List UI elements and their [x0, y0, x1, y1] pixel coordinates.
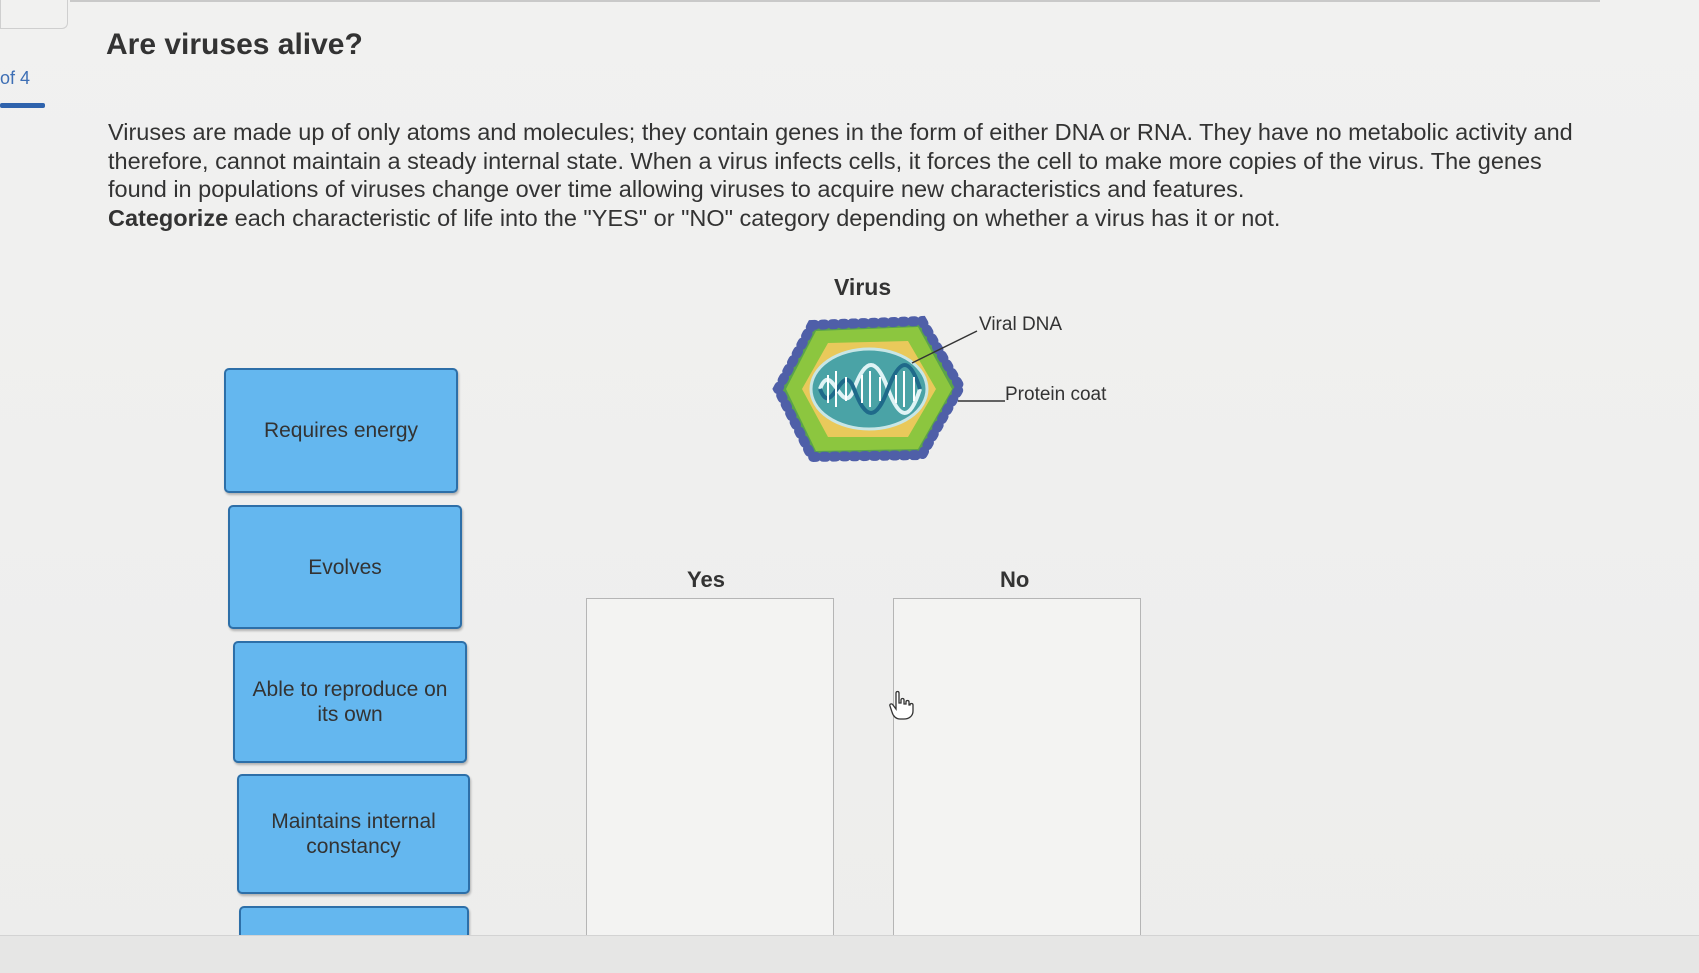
page-counter: of 4: [0, 68, 31, 88]
bin-label-no: No: [1000, 567, 1030, 592]
prompt-bold-verb: Categorize: [108, 204, 229, 231]
bin-label-yes: Yes: [687, 567, 725, 592]
card-label: Requires energy: [263, 419, 419, 442]
bottom-edge: [0, 935, 1699, 973]
drag-card-reproduce[interactable]: [233, 641, 467, 763]
question-prompt: [108, 118, 1588, 232]
drop-zone-no[interactable]: [893, 598, 1141, 935]
diagram-title: Virus: [834, 274, 892, 300]
drag-card-requires-energy[interactable]: [224, 368, 458, 493]
card-label: Evolves: [308, 555, 382, 579]
card-label: Maintains internal constancy: [271, 810, 436, 858]
label-protein-coat: Protein coat: [1005, 384, 1107, 405]
card-label: Able to reproduce on its own: [252, 678, 448, 726]
drop-zone-yes[interactable]: [586, 598, 834, 935]
question-title: Are viruses alive?: [106, 28, 363, 61]
top-divider: [70, 0, 1600, 2]
prompt-instruction: each characteristic of life into the "YES" or "NO" category depending on whether a virus has it or not.: [228, 204, 1281, 231]
corner-frame: [0, 0, 68, 29]
progress-bar: [0, 103, 45, 108]
drag-card-evolves[interactable]: [228, 505, 462, 629]
label-viral-dna: Viral DNA: [979, 314, 1063, 335]
hand-cursor-icon: [888, 690, 914, 720]
prompt-body: Viruses are made up of only atoms and molecules; they contain genes in the form of either DNA or RNA. They have no metabolic activity and therefore, cannot maintain a steady internal state. When a virus infects cells, it forces the cell to make more copies of the virus. The genes found in populations of viruses change over time allowing viruses to acquire new characteristics and features.: [108, 119, 1573, 202]
drag-card-internal-constancy[interactable]: [237, 774, 470, 894]
